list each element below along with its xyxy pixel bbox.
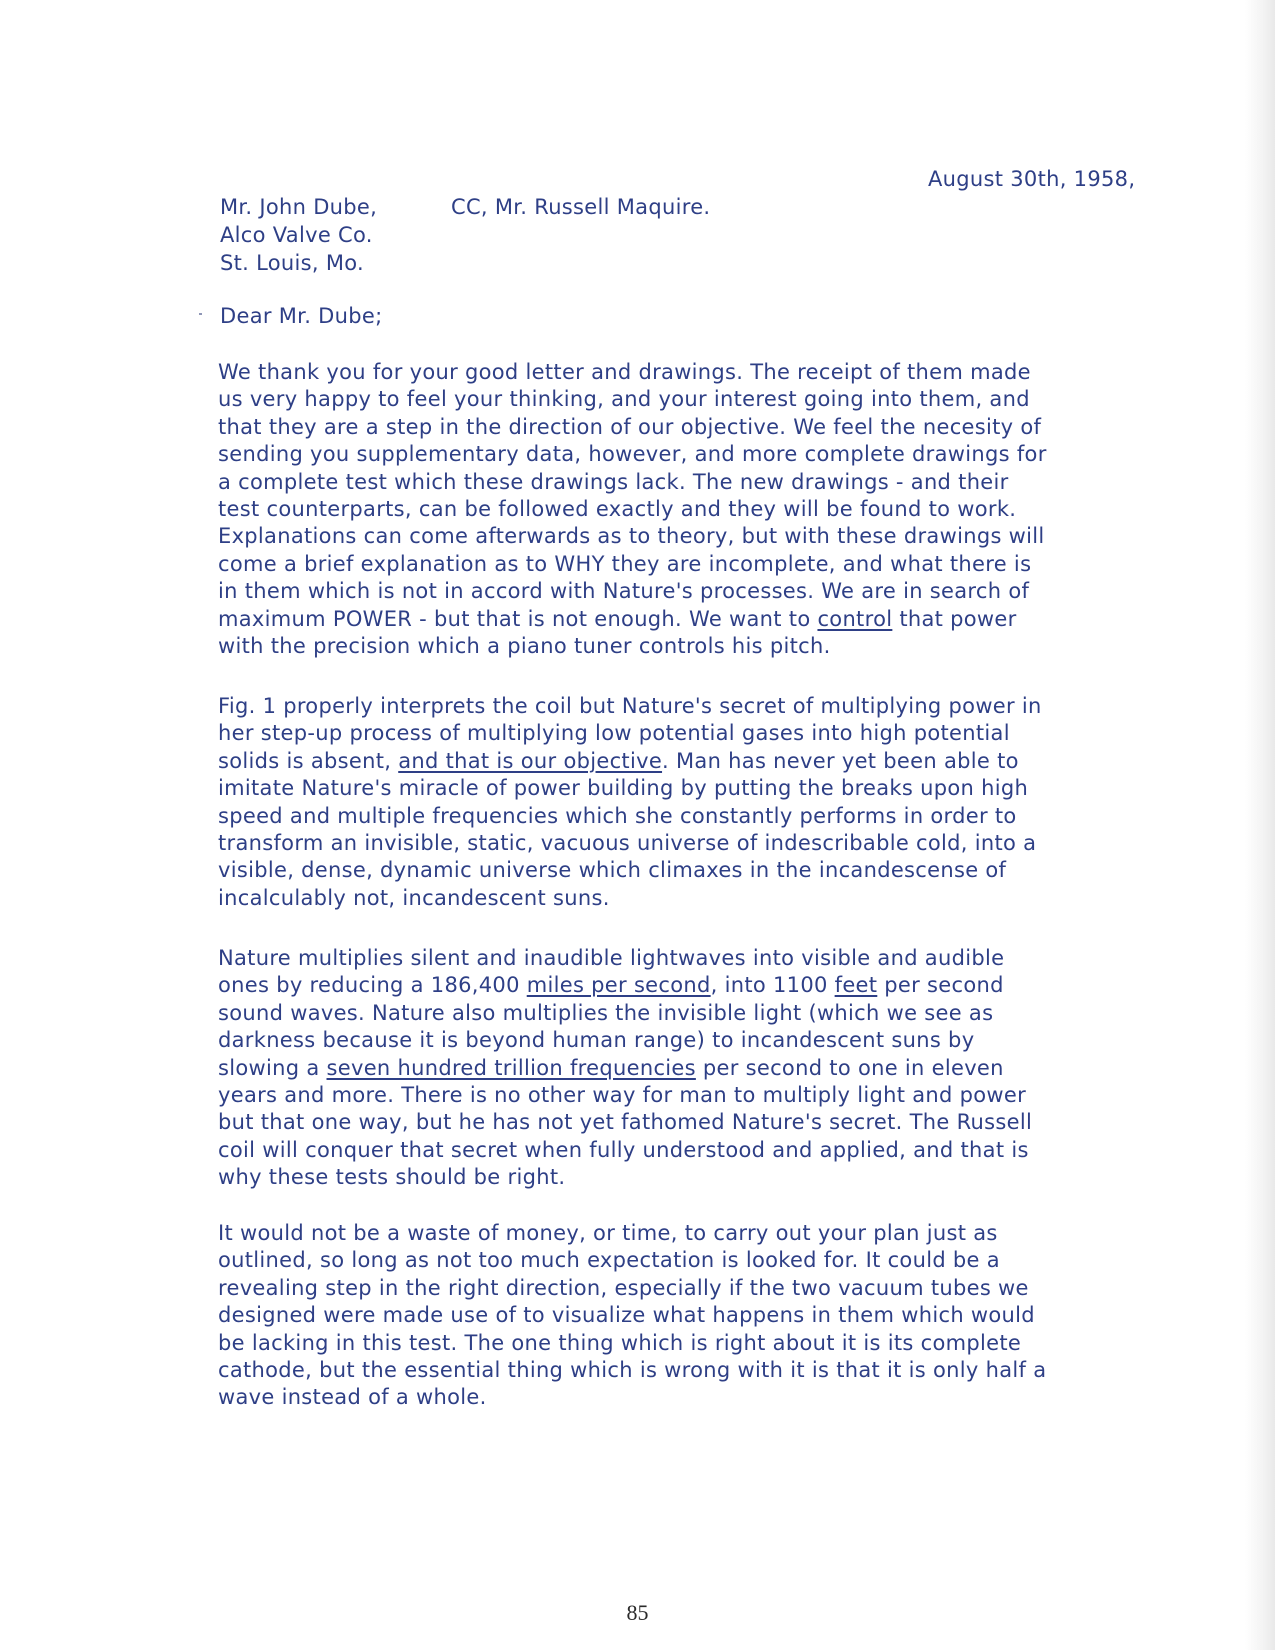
- text-line: [218, 1055, 1163, 1082]
- text-line: [218, 606, 1163, 633]
- text-line: [218, 748, 1163, 775]
- text-segment: sending you supplementary data, however, and more complete drawings for: [218, 442, 1047, 467]
- underlined-phrase: seven hundred trillion frequencies: [326, 1055, 696, 1080]
- recipient-name: Mr. John Dube,: [220, 195, 378, 219]
- text-segment: designed were made use of to visualize what happens in them which would: [218, 1303, 1035, 1328]
- text-segment: that power: [892, 606, 1017, 631]
- text-line: [218, 1384, 1163, 1411]
- text-segment: years and more. There is no other way for man to multiply light and power: [218, 1083, 1027, 1108]
- text-segment: transform an invisible, static, vacuous universe of indescribable cold, into a: [218, 831, 1037, 856]
- text-segment: , into 1100: [710, 973, 835, 998]
- cc-line: CC, Mr. Russell Maquire.: [451, 195, 711, 219]
- text-line: [218, 1275, 1163, 1302]
- text-segment: outlined, so long as not too much expectation is looked for. It could be a: [218, 1248, 1000, 1273]
- text-line: [218, 803, 1163, 830]
- text-segment: but that one way, but he has not yet fathomed Nature's secret. The Russell: [218, 1110, 1033, 1135]
- text-segment: It would not be a waste of money, or time, to carry out your plan just as: [218, 1221, 998, 1245]
- text-segment: cathode, but the essential thing which is wrong with it is that it is only half a: [218, 1358, 1047, 1383]
- text-line: [218, 1220, 1163, 1247]
- text-line: [218, 885, 1163, 912]
- text-segment: darkness because it is beyond human range) to incandescent suns by: [218, 1028, 975, 1053]
- text-line: [218, 857, 1163, 884]
- text-line: [218, 775, 1163, 802]
- text-segment: slowing a: [218, 1055, 327, 1080]
- page-number: 85: [626, 1600, 649, 1625]
- text-line: [218, 945, 1163, 972]
- text-segment: wave instead of a whole.: [218, 1385, 487, 1410]
- text-segment: . Man has never yet been able to: [662, 748, 1019, 773]
- text-line: [218, 1109, 1163, 1136]
- recipient-address: [220, 193, 377, 277]
- margin-mark: [199, 313, 202, 315]
- recipient-city: St. Louis, Mo.: [220, 251, 365, 275]
- salutation: Dear Mr. Dube;: [220, 304, 383, 328]
- text-line: [218, 578, 1163, 605]
- text-segment: Fig. 1 properly interprets the coil but Nature's secret of multiplying power in: [218, 694, 1042, 718]
- text-segment: a complete test which these drawings lack. The new drawings - and their: [218, 469, 1009, 494]
- text-line: [218, 469, 1163, 496]
- text-segment: coil will conquer that secret when fully understood and applied, and that is: [218, 1137, 1029, 1162]
- text-segment: speed and multiple frequencies which she constantly performs in order to: [218, 803, 1017, 828]
- text-segment: that they are a step in the direction of our objective. We feel the necesity of: [218, 414, 1042, 439]
- text-line: [218, 551, 1163, 578]
- text-line: [218, 414, 1163, 441]
- text-line: [218, 633, 1163, 660]
- text-line: [218, 1302, 1163, 1329]
- text-segment: why these tests should be right.: [218, 1165, 566, 1190]
- letter-date: August 30th, 1958,: [928, 167, 1136, 191]
- text-line: [218, 1082, 1163, 1109]
- letter-paragraph-3: [218, 945, 1163, 1192]
- underlined-phrase: miles per second: [526, 973, 711, 998]
- letter-paragraph-1: [218, 359, 1163, 660]
- underlined-phrase: feet: [834, 973, 878, 998]
- text-segment: Nature multiplies silent and inaudible lightwaves into visible and audible: [218, 946, 1005, 970]
- text-line: [218, 693, 1163, 720]
- text-segment: revealing step in the right direction, especially if the two vacuum tubes we: [218, 1275, 1029, 1300]
- underlined-phrase: and that is our objective: [398, 748, 663, 773]
- text-segment: test counterparts, can be followed exactly and they will be found to work.: [218, 497, 1017, 522]
- text-segment: We thank you for your good letter and drawings. The receipt of them made: [218, 360, 1031, 384]
- letter-paragraph-4: [218, 1220, 1163, 1412]
- text-line: [218, 1330, 1163, 1357]
- text-line: [218, 386, 1163, 413]
- text-line: [218, 1247, 1163, 1274]
- underlined-phrase: control: [817, 606, 893, 631]
- text-segment: per second: [877, 973, 1004, 998]
- text-line: [218, 1137, 1163, 1164]
- text-segment: per second to one in eleven: [695, 1055, 1004, 1080]
- text-line: [218, 1357, 1163, 1384]
- text-segment: us very happy to feel your thinking, and your interest going into them, and: [218, 387, 1030, 412]
- text-line: [218, 1164, 1163, 1191]
- recipient-company: Alco Valve Co.: [220, 223, 373, 247]
- text-line: [218, 720, 1163, 747]
- text-segment: incalculably not, incandescent suns.: [218, 885, 610, 910]
- text-segment: in them which is not in accord with Nature's processes. We are in search of: [218, 579, 1030, 604]
- text-segment: sound waves. Nature also multiplies the invisible light (which we see as: [218, 1000, 994, 1025]
- text-segment: imitate Nature's miracle of power building by putting the breaks upon high: [218, 776, 1029, 801]
- text-line: [218, 1027, 1163, 1054]
- text-segment: solids is absent,: [218, 748, 399, 773]
- text-segment: her step-up process of multiplying low potential gases into high potential: [218, 721, 1010, 746]
- text-segment: be lacking in this test. The one thing which is right about it is its complete: [218, 1330, 1022, 1355]
- page-edge-shadow: [1245, 0, 1275, 1650]
- text-line: [218, 972, 1163, 999]
- text-segment: Explanations can come afterwards as to theory, but with these drawings will: [218, 524, 1045, 549]
- text-line: [218, 830, 1163, 857]
- text-line: [218, 496, 1163, 523]
- text-segment: maximum POWER - but that is not enough. We want to: [218, 606, 818, 631]
- text-segment: visible, dense, dynamic universe which climaxes in the incandescense of: [218, 858, 1007, 883]
- text-line: [218, 1000, 1163, 1027]
- letter-paragraph-2: [218, 693, 1163, 912]
- text-segment: with the precision which a piano tuner controls his pitch.: [218, 634, 831, 659]
- text-segment: ones by reducing a 186,400: [218, 973, 527, 998]
- text-segment: come a brief explanation as to WHY they are incomplete, and what there is: [218, 551, 1032, 576]
- text-line: [218, 441, 1163, 468]
- text-line: [218, 523, 1163, 550]
- text-line: [218, 359, 1163, 386]
